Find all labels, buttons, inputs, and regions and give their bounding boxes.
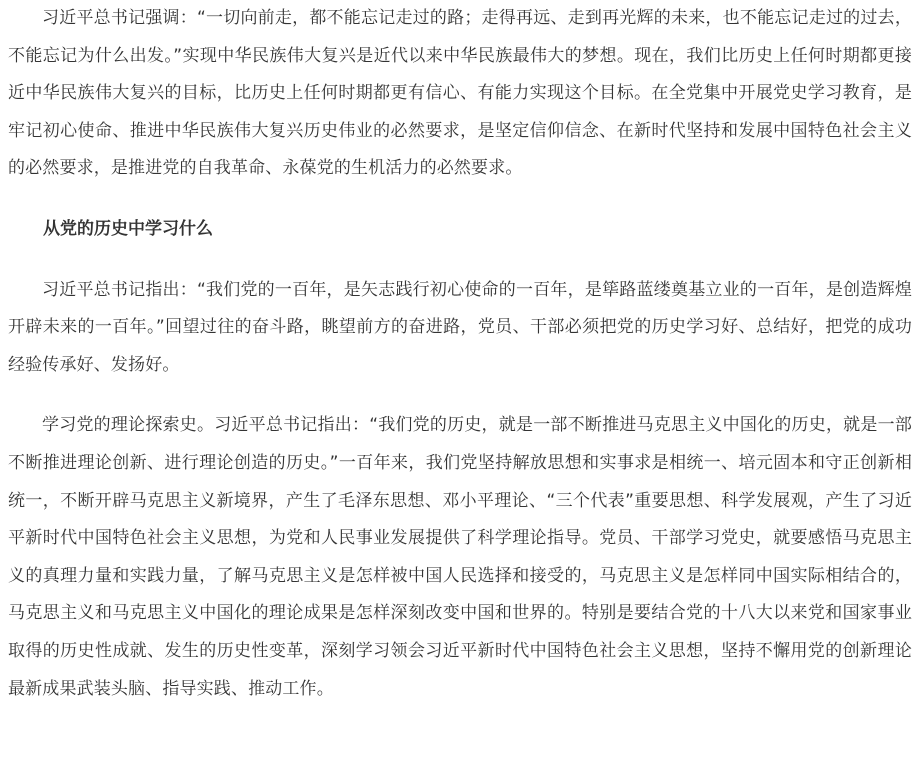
- paragraph-history-summary: 习近平总书记指出：“我们党的一百年，是矢志践行初心使命的一百年，是筚路蓝缕奠基立业的一百年，是创造辉煌开辟未来的一百年。”回望过往的奋斗路，眺望前方的奋进路，党员、干部必须把党的历史学习好、总结好，把党的成功经验传承好、发扬好。: [8, 279, 912, 375]
- section-heading-wrap: [8, 211, 912, 249]
- article-body: [8, 0, 912, 708]
- paragraph-theory-history: 学习党的理论探索史。习近平总书记指出：“我们党的历史，就是一部不断推进马克思主义中国化的历史，就是一部不断推进理论创新、进行理论创造的历史。”一百年来，我们党坚持解放思想和实事求是相统一、培元固本和守正创新相统一，不断开辟马克思主义新境界，产生了毛泽东思想、邓小平理论、“三个代表”重要思想、科学发展观，产生了习近平新时代中国特色社会主义思想，为党和人民事业发展提供了科学理论指导。党员、干部学习党史，就要感悟马克思主义的真理力量和实践力量，了解马克思主义是怎样被中国人民选择和接受的，马克思主义是怎样同中国实际相结合的，马克思主义和马克思主义中国化的理论成果是怎样深刻改变中国和世界的。特别是要结合党的十八大以来党和国家事业取得的历史性成就、发生的历史性变革，深刻学习领会习近平新时代中国特色社会主义思想，坚持不懈用党的创新理论最新成果武装头脑、指导实践、推动工作。: [8, 415, 912, 699]
- section-heading: 从党的历史中学习什么: [43, 218, 213, 239]
- paragraph-intro: 习近平总书记强调：“一切向前走，都不能忘记走过的路；走得再远、走到再光辉的未来，也不能忘记走过的过去，不能忘记为什么出发。”实现中华民族伟大复兴是近代以来中华民族最伟大的梦想。现在，我们比历史上任何时期都更接近中华民族伟大复兴的目标，比历史上任何时期都更有信心、有能力实现这个目标。在全党集中开展党史学习教育，是牢记初心使命、推进中华民族伟大复兴历史伟业的必然要求，是坚定信仰信念、在新时代坚持和发展中国特色社会主义的必然要求，是推进党的自我革命、永葆党的生机活力的必然要求。: [8, 8, 912, 179]
